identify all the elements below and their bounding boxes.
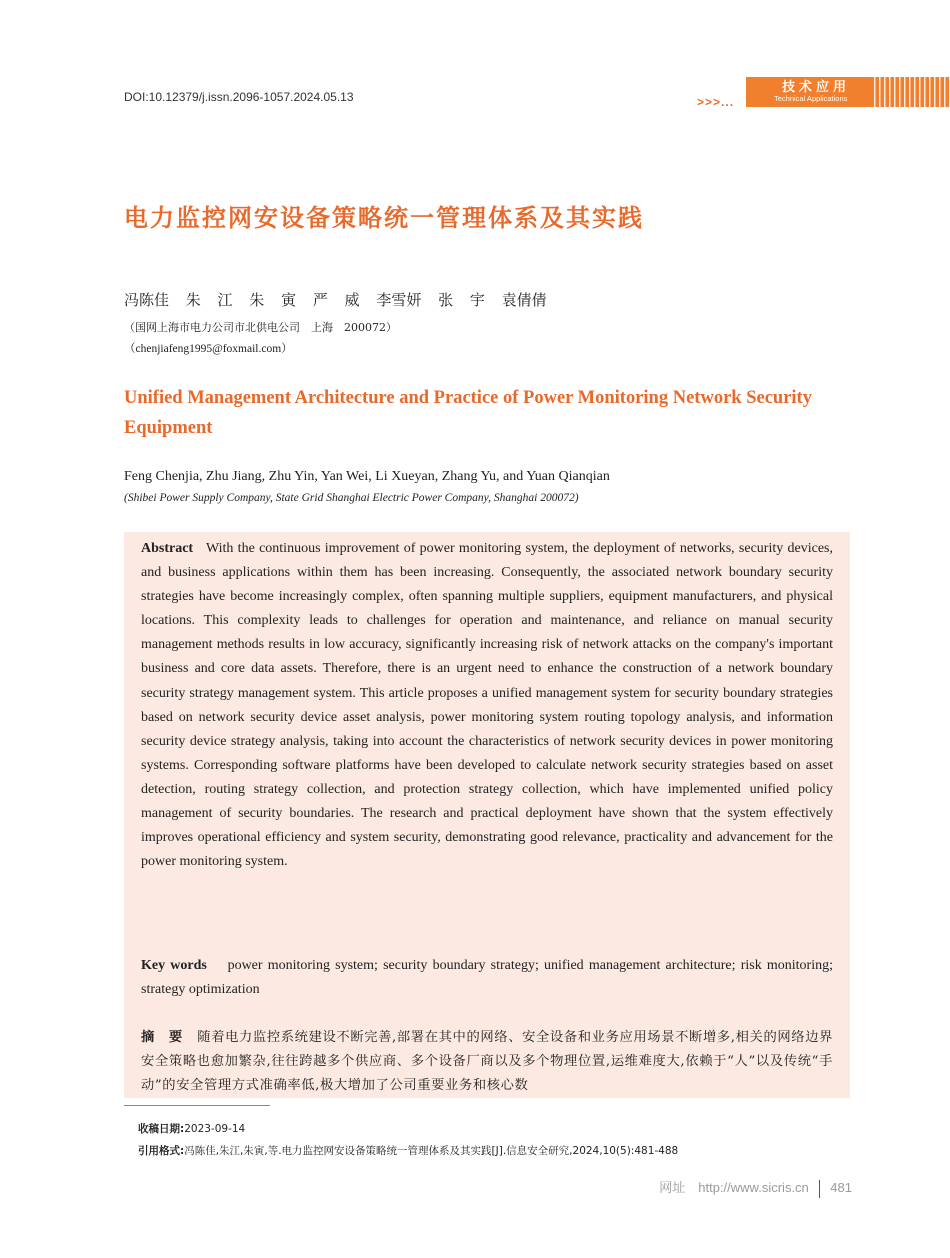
abstract-cn-label: 摘 要	[141, 1030, 183, 1045]
abstract-box	[124, 532, 850, 1098]
cite-label: 引用格式:	[138, 1145, 185, 1157]
page-number: 481	[830, 1180, 852, 1195]
keywords-label: Key words	[141, 958, 207, 973]
paper-title-en: Unified Management Architecture and Practice of Power Monitoring Network Security Equipment	[124, 388, 812, 438]
affiliation-en: (Shibei Power Supply Company, State Grid Shanghai Electric Power Company, Shanghai 200072)	[124, 492, 579, 504]
abstract-label: Abstract	[141, 541, 194, 556]
abstract-cn	[141, 1026, 833, 1098]
keywords	[141, 954, 833, 1002]
paper-title-cn: 电力监控网安设备策略统一管理体系及其实践	[124, 204, 644, 232]
doi-line: DOI:10.12379/j.issn.2096-1057.2024.05.13	[124, 90, 354, 104]
received-value: 2023-09-14	[184, 1123, 246, 1135]
section-tag-cn: 技术应用	[782, 79, 851, 94]
abstract-en	[141, 537, 833, 874]
page-footer	[659, 1177, 852, 1198]
received-label: 收稿日期:	[138, 1123, 185, 1135]
citation	[138, 1143, 678, 1158]
authors-en: Feng Chenjia, Zhu Jiang, Zhu Yin, Yan Wei, Li Xueyan, Zhang Yu, and Yuan Qianqian	[124, 469, 610, 484]
journal-website[interactable]: 网址 http://www.sicris.cn	[659, 1180, 809, 1195]
section-tag	[746, 77, 950, 107]
keywords-text: power monitoring system; security boundary strategy; unified management architecture; risk monitoring; strategy optimization	[141, 958, 833, 997]
footnote-rule	[124, 1105, 270, 1106]
section-tag-en: Technical Applications	[774, 94, 848, 103]
footer-divider	[819, 1180, 821, 1198]
author-email: （chenjiafeng1995@foxmail.com）	[124, 343, 293, 355]
barcode-decoration	[874, 77, 950, 107]
abstract-cn-text: 随着电力监控系统建设不断完善,部署在其中的网络、安全设备和业务应用场景不断增多,相关的网络边界安全策略也愈加繁杂,往往跨越多个供应商、多个设备厂商以及多个物理位置,运维难度大,依赖于“人”以及传统“手动”的安全管理方式准确率低,极大增加了公司重要业务和核心数	[141, 1030, 833, 1093]
cite-value: 冯陈佳,朱江,朱寅,等.电力监控网安设备策略统一管理体系及其实践[J].信息安全研究,2024,10(5):481-488	[184, 1145, 679, 1157]
affiliation-cn: （国网上海市电力公司市北供电公司 上海 200072）	[124, 321, 397, 334]
arrows-decoration: >>>...	[697, 95, 735, 109]
abstract-text: With the continuous improvement of power monitoring system, the deployment of networks, security devices, and business applications within them has been increasing. Consequently, the associated network boundary security strategies have become increasingly complex, often spanning multiple suppliers, equipment manufacturers, and physical locations. This complexity leads to challenges for operation and maintenance, and reliance on manual security management methods results in low accuracy, significantly increasing risk of network attacks on the company's important business and core data assets. Therefore, there is an urgent need to enhance the construction of a network boundary security strategy management system. This article proposes a unified management system for security boundary strategies based on network security device asset analysis, power monitoring system routing topology analysis, and information security device strategy analysis, taking into account the characteristics of network security devices in power monitoring systems. Corresponding software platforms have been developed to calculate network security strategies based on asset detection, routing strategy collection, and protection strategy collection, which have implemented unified policy management of security boundaries. The research and practical deployment have shown that the system effectively improves operational efficiency and system security, demonstrating good relevance, practicality and advancement for the power monitoring system.	[141, 541, 834, 870]
authors-cn: 冯陈佳 朱 江 朱 寅 严 威 李雪妍 张 宇 袁倩倩	[124, 291, 547, 309]
received-date	[138, 1121, 245, 1136]
